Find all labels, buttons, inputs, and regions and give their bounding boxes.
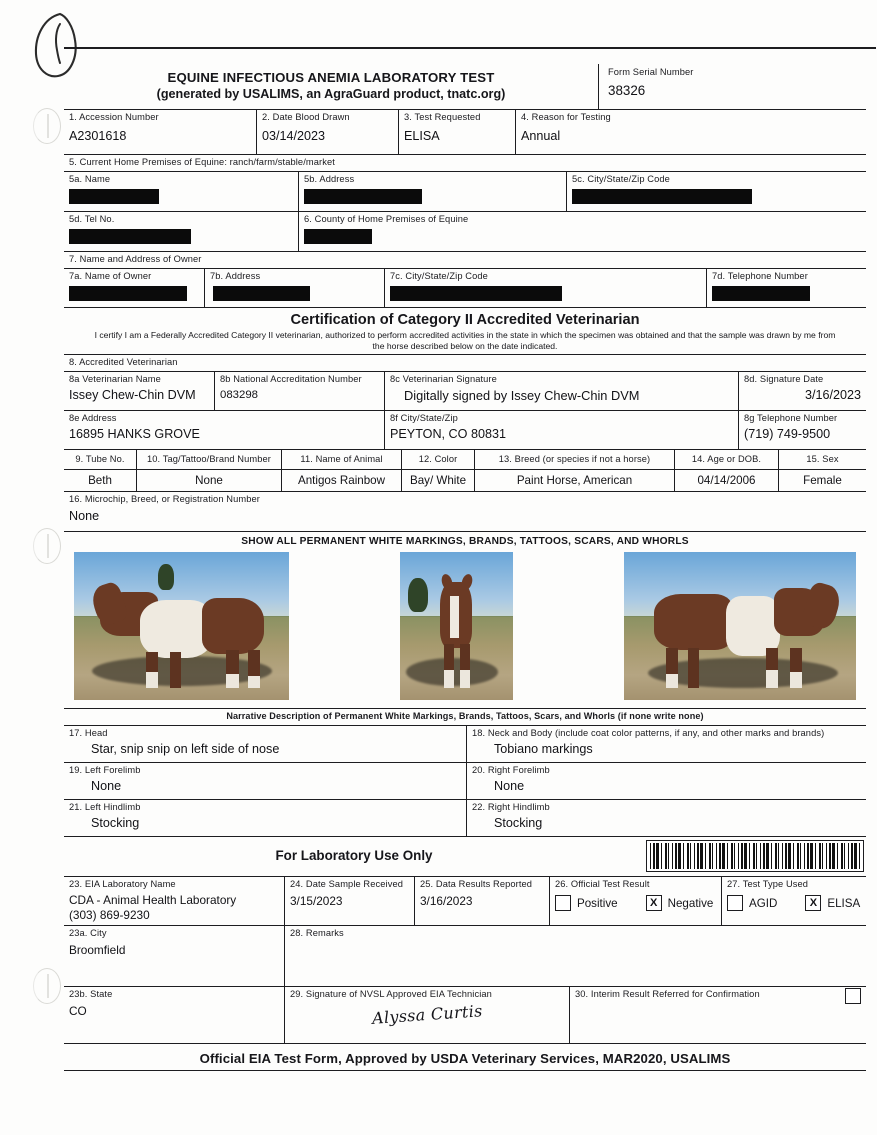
- vet-citystate-label: 8f City/State/Zip: [390, 413, 458, 423]
- owner-address-label: 7b. Address: [210, 271, 261, 281]
- premises-name-field: [64, 172, 298, 211]
- vet-address-field: [64, 411, 384, 449]
- top-rule: [64, 47, 876, 49]
- narrative-head-field: [64, 726, 466, 762]
- row-owner: [64, 269, 866, 308]
- checkbox-negative[interactable]: X: [646, 895, 662, 911]
- premises-city-label: 5c. City/State/Zip Code: [572, 174, 670, 184]
- lab-name-label: 23. EIA Laboratory Name: [69, 879, 176, 889]
- vet-citystate-field: [384, 411, 738, 449]
- vet-phone-value: (719) 749-9500: [744, 427, 831, 441]
- vet-section-header: [64, 355, 866, 372]
- microchip-field: [64, 492, 866, 532]
- animal-tube-no-value: Beth: [88, 474, 112, 487]
- owner-name-label: 7a. Name of Owner: [69, 271, 152, 281]
- date-blood-drawn-field: [256, 110, 398, 154]
- premises-address-label: 5b. Address: [304, 174, 355, 184]
- form-footer: [64, 1044, 866, 1071]
- reason-for-testing-value: Annual: [521, 129, 561, 143]
- date-blood-drawn-label: 2. Date Blood Drawn: [262, 112, 350, 122]
- form-title: [64, 64, 598, 109]
- reason-for-testing-label: 4. Reason for Testing: [521, 112, 611, 122]
- row-lab-city-remarks: [64, 926, 866, 987]
- vet-accreditation-field: [214, 372, 384, 410]
- row-premises-tel: [64, 212, 866, 252]
- row-accession: [64, 110, 866, 155]
- checkbox-positive[interactable]: [555, 895, 571, 911]
- reason-for-testing-field: [515, 110, 866, 154]
- row-lab-results: [64, 877, 866, 926]
- narrative-left-forelimb-value: None: [91, 779, 122, 793]
- accession-label: 1. Accession Number: [69, 112, 159, 122]
- narrative-left-hindlimb-field: [64, 800, 466, 836]
- checkbox-elisa-label: ELISA: [827, 896, 861, 910]
- vet-accreditation-value: 083298: [220, 389, 259, 401]
- premises-name-label: 5a. Name: [69, 174, 111, 184]
- lab-banner-row: [64, 837, 866, 877]
- checkbox-positive-label: Positive: [577, 896, 618, 910]
- lab-name-field: [64, 877, 284, 925]
- test-requested-field: [398, 110, 515, 154]
- horse-left-side-photo: [74, 552, 289, 700]
- owner-address-field: [204, 269, 384, 307]
- vet-signature-date-label: 8d. Signature Date: [744, 374, 824, 384]
- animal-col-name: 11. Name of Animal: [281, 450, 401, 469]
- punch-hole: [33, 108, 61, 144]
- certification-title: Certification of Category II Accredited Veterinarian: [290, 312, 640, 328]
- narrative-neck-field: [466, 726, 866, 762]
- form-serial-field: [598, 64, 866, 109]
- animal-tag-number-value: None: [136, 470, 281, 491]
- lab-city-field: [64, 926, 284, 986]
- accession-field: [64, 110, 256, 154]
- form-header: [64, 64, 866, 110]
- animal-age-dob-value: 04/14/2006: [674, 470, 778, 491]
- vet-phone-field: [738, 411, 866, 449]
- animal-col-color: 12. Color: [401, 450, 474, 469]
- narrative-left-forelimb-label: 19. Left Forelimb: [69, 765, 141, 775]
- horse-right-side-photo: [624, 552, 856, 700]
- checkbox-elisa[interactable]: X: [805, 895, 821, 911]
- row-lab-state-signature: [64, 987, 866, 1044]
- vet-name-label: 8a Veterinarian Name: [69, 374, 161, 384]
- owner-name-field: [64, 269, 204, 307]
- lab-received-label: 24. Date Sample Received: [290, 879, 403, 889]
- technician-signature-field: [284, 987, 569, 1043]
- barcode-container: [644, 837, 866, 876]
- narrative-right-hindlimb-field: [466, 800, 866, 836]
- owner-address-redaction: [213, 286, 310, 301]
- animal-sex-value: Female: [778, 470, 866, 491]
- lab-phone-value: (303) 869-9230: [69, 908, 150, 922]
- premises-tel-field: [64, 212, 298, 251]
- premises-tel-redaction: [69, 229, 191, 244]
- form-title-line1: EQUINE INFECTIOUS ANEMIA LABORATORY TEST: [167, 70, 495, 85]
- photos-block: [64, 532, 866, 708]
- lab-city-value: Broomfield: [69, 943, 126, 957]
- interim-result-field: [569, 987, 866, 1043]
- form-footer-text: Official EIA Test Form, Approved by USDA Veterinary Services, MAR2020, USALIMS: [199, 1051, 731, 1066]
- barcode-image: [650, 843, 860, 869]
- animal-col-tube-no: 9. Tube No.: [75, 454, 125, 464]
- test-requested-value: ELISA: [404, 129, 440, 143]
- narrative-right-hindlimb-value: Stocking: [494, 816, 543, 830]
- official-test-result-field: [549, 877, 721, 925]
- narrative-right-hindlimb-label: 22. Right Hindlimb: [472, 802, 550, 812]
- vet-address-label: 8e Address: [69, 413, 117, 423]
- vet-citystate-value: PEYTON, CO 80831: [390, 427, 506, 441]
- premises-name-redaction: [69, 189, 159, 204]
- checkbox-interim-result[interactable]: [845, 988, 861, 1004]
- premises-section-label: 5. Current Home Premises of Equine: ranch/farm/stable/market: [69, 157, 335, 167]
- vet-signature-date-field: [738, 372, 866, 410]
- premises-address-field: [298, 172, 566, 211]
- animal-col-breed: 13. Breed (or species if not a horse): [474, 450, 674, 469]
- punch-hole: [33, 528, 61, 564]
- owner-phone-label: 7d. Telephone Number: [712, 271, 808, 281]
- test-type-used-label: 27. Test Type Used: [727, 879, 809, 889]
- form-title-line2: (generated by USALIMS, an AgraGuard product, tnatc.org): [156, 87, 506, 101]
- row-vet-address: [64, 411, 866, 450]
- premises-city-field: [566, 172, 866, 211]
- owner-name-redaction: [69, 286, 187, 301]
- owner-city-field: [384, 269, 706, 307]
- animal-col-age-dob: 14. Age or DOB.: [674, 450, 778, 469]
- vet-signature-field: [384, 372, 738, 410]
- technician-signature-value: Alyssa Curtis: [371, 1001, 483, 1028]
- narrative-right-forelimb-field: [466, 763, 866, 799]
- microchip-value: None: [69, 509, 100, 523]
- vet-signature-label: 8c Veterinarian Signature: [390, 374, 497, 384]
- certification-statement: I certify I am a Federally Accredited Category II veterinarian, authorized to perform accredited activities in the state in which the specimen was obtained and that the sample was drawn by me from the horse described below on the date indicated.: [94, 330, 836, 351]
- owner-section-label: 7. Name and Address of Owner: [69, 254, 202, 264]
- vet-name-value: Issey Chew-Chin DVM: [69, 388, 196, 402]
- checkbox-agid[interactable]: [727, 895, 743, 911]
- row-narrative-head: [64, 726, 866, 763]
- test-result-checkbox-group: [555, 890, 716, 911]
- animal-col-sex: 15. Sex: [778, 450, 866, 469]
- vet-signature-date-value: 3/16/2023: [804, 388, 861, 402]
- lab-received-field: [284, 877, 414, 925]
- premises-county-redaction: [304, 229, 372, 244]
- premises-city-redaction: [572, 189, 752, 204]
- animal-table-header: [64, 450, 866, 470]
- remarks-label: 28. Remarks: [290, 928, 344, 938]
- lab-city-label: 23a. City: [69, 928, 107, 938]
- eia-test-form: [64, 64, 866, 1071]
- narrative-title: Narrative Description of Permanent White Markings, Brands, Tattoos, Scars, and Whorls (if none write none): [226, 711, 704, 721]
- owner-phone-redaction: [712, 286, 810, 301]
- row-narrative-forelimbs: [64, 763, 866, 800]
- form-serial-value: 38326: [608, 83, 646, 98]
- animal-color-value: Bay/ White: [401, 470, 474, 491]
- photos-row: [64, 552, 866, 708]
- premises-county-field: [298, 212, 866, 251]
- certification-block: [64, 308, 866, 355]
- test-type-checkbox-group: [727, 890, 861, 911]
- official-test-result-label: 26. Official Test Result: [555, 879, 650, 889]
- technician-signature-label: 29. Signature of NVSL Approved EIA Technician: [290, 989, 492, 999]
- microchip-label: 16. Microchip, Breed, or Registration Number: [69, 494, 260, 504]
- premises-section-header: [64, 155, 866, 172]
- vet-accreditation-label: 8b National Accreditation Number: [220, 374, 362, 384]
- row-narrative-hindlimbs: [64, 800, 866, 837]
- test-type-used-field: [721, 877, 866, 925]
- narrative-left-hindlimb-label: 21. Left Hindlimb: [69, 802, 141, 812]
- vet-phone-label: 8g Telephone Number: [744, 413, 838, 423]
- date-blood-drawn-value: 03/14/2023: [262, 129, 326, 143]
- remarks-field: [284, 926, 866, 986]
- owner-city-label: 7c. City/State/Zip Code: [390, 271, 488, 281]
- accession-value: A2301618: [69, 129, 127, 143]
- owner-section-header: [64, 252, 866, 269]
- technician-signature-mark: [290, 1000, 564, 1028]
- narrative-left-forelimb-field: [64, 763, 466, 799]
- lab-state-field: [64, 987, 284, 1043]
- vet-address-value: 16895 HANKS GROVE: [69, 427, 200, 441]
- checkbox-negative-label: Negative: [667, 896, 714, 910]
- interim-result-label: 30. Interim Result Referred for Confirmation: [575, 989, 760, 999]
- animal-name-value: Antigos Rainbow: [281, 470, 401, 491]
- narrative-title-bar: [64, 708, 866, 726]
- vet-section-label: 8. Accredited Veterinarian: [69, 357, 178, 367]
- photos-caption: SHOW ALL PERMANENT WHITE MARKINGS, BRANDS, TATTOOS, SCARS, AND WHORLS: [241, 536, 689, 547]
- checkbox-agid-label: AGID: [749, 896, 778, 910]
- lab-reported-label: 25. Data Results Reported: [420, 879, 533, 889]
- lab-name-value: CDA - Animal Health Laboratory: [69, 893, 237, 907]
- narrative-left-hindlimb-value: Stocking: [91, 816, 140, 830]
- horse-front-photo: [400, 552, 513, 700]
- remarks-value: [290, 939, 861, 943]
- lab-received-value: 3/15/2023: [290, 894, 343, 908]
- animal-breed-value: Paint Horse, American: [474, 470, 674, 491]
- narrative-right-forelimb-label: 20. Right Forelimb: [472, 765, 550, 775]
- narrative-neck-label: 18. Neck and Body (include coat color patterns, if any, and other marks and brands): [472, 728, 825, 738]
- narrative-head-label: 17. Head: [69, 728, 108, 738]
- form-serial-label: Form Serial Number: [608, 67, 694, 77]
- owner-phone-field: [706, 269, 866, 307]
- narrative-head-value: Star, snip snip on left side of nose: [91, 742, 280, 756]
- barcode-frame: [646, 840, 864, 872]
- premises-tel-label: 5d. Tel No.: [69, 214, 115, 224]
- test-requested-label: 3. Test Requested: [404, 112, 481, 122]
- premises-address-redaction: [304, 189, 422, 204]
- owner-city-redaction: [390, 286, 562, 301]
- lab-state-label: 23b. State: [69, 989, 113, 999]
- vet-signature-value: Digitally signed by Issey Chew-Chin DVM: [404, 388, 640, 403]
- lab-banner: [64, 841, 644, 872]
- animal-table-row: [64, 470, 866, 492]
- animal-col-tag-number: 10. Tag/Tattoo/Brand Number: [136, 450, 281, 469]
- punch-hole: [33, 968, 61, 1004]
- row-premises-name: [64, 172, 866, 212]
- premises-county-label: 6. County of Home Premises of Equine: [304, 214, 469, 224]
- narrative-right-forelimb-value: None: [494, 779, 525, 793]
- narrative-neck-value: Tobiano markings: [494, 742, 593, 756]
- lab-banner-text: For Laboratory Use Only: [275, 848, 433, 863]
- lab-reported-field: [414, 877, 549, 925]
- lab-state-value: CO: [69, 1004, 87, 1018]
- lab-reported-value: 3/16/2023: [420, 894, 473, 908]
- vet-name-field: [64, 372, 214, 410]
- row-vet-name: [64, 372, 866, 411]
